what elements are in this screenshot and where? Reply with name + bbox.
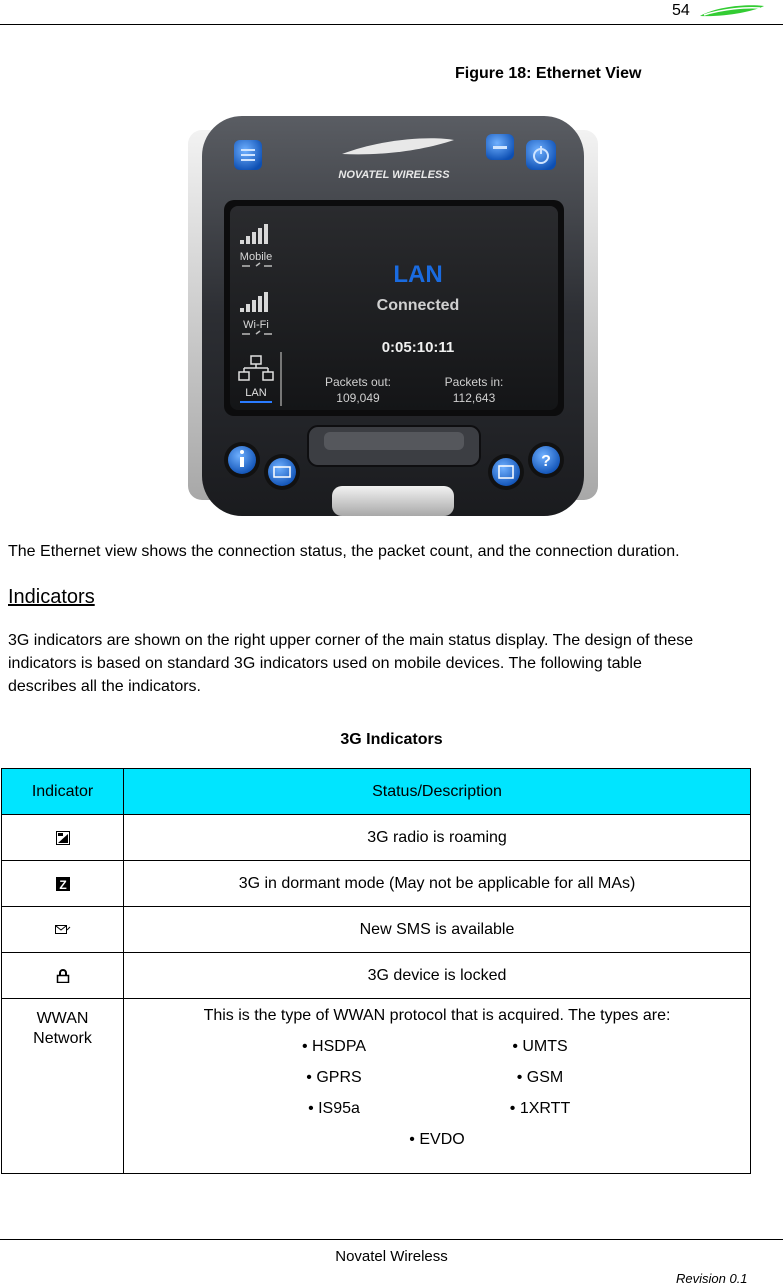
roaming-icon bbox=[56, 831, 70, 845]
packets-out-label: Packets out: bbox=[324, 375, 392, 389]
table-title: 3G Indicators bbox=[340, 731, 443, 748]
table-row bbox=[2, 861, 751, 907]
protocol-item: • IS95a bbox=[308, 1100, 360, 1117]
table-header-row bbox=[2, 769, 751, 815]
wwan-label-line-1: WWAN bbox=[36, 1010, 89, 1027]
indicators-text-line-2: indicators is based on standard 3G indicators used on mobile devices. The following table bbox=[8, 655, 642, 672]
protocol-item: • EVDO bbox=[409, 1131, 465, 1148]
table-row bbox=[2, 953, 751, 999]
tab-mobile[interactable]: Mobile bbox=[239, 251, 273, 263]
footer-company: Novatel Wireless bbox=[335, 1248, 448, 1265]
indicators-heading: Indicators bbox=[8, 586, 95, 608]
figure-caption: Figure 18: Ethernet View bbox=[455, 65, 642, 82]
indicators-text-line-3: describes all the indicators. bbox=[8, 678, 201, 695]
protocol-row bbox=[124, 1069, 750, 1087]
table-row bbox=[2, 907, 751, 953]
row-description: 3G radio is roaming bbox=[124, 815, 751, 861]
protocol-item: • 1XRTT bbox=[509, 1100, 571, 1117]
connection-type: LAN bbox=[393, 261, 443, 288]
protocol-item: • UMTS bbox=[512, 1038, 568, 1055]
svg-text:Z: Z bbox=[58, 877, 67, 891]
tab-wifi[interactable]: Wi-Fi bbox=[243, 319, 269, 331]
tab-lan[interactable]: LAN bbox=[245, 387, 267, 399]
sms-icon bbox=[55, 925, 71, 935]
indicators-text-line-1: 3G indicators are shown on the right upper corner of the main status display. The design of these bbox=[8, 632, 694, 649]
power-button[interactable] bbox=[526, 140, 556, 170]
protocol-item: • GPRS bbox=[306, 1069, 362, 1086]
connection-duration: 0:05:10:11 bbox=[381, 339, 455, 356]
indicators-table bbox=[1, 768, 751, 1174]
packets-in-value: 112,643 bbox=[452, 391, 496, 405]
page-number: 54 bbox=[672, 2, 690, 19]
dormant-icon bbox=[56, 877, 70, 891]
protocol-row bbox=[124, 1038, 750, 1056]
protocol-item: • HSDPA bbox=[302, 1038, 366, 1055]
packets-in-label: Packets in: bbox=[444, 375, 504, 389]
row-description: 3G in dormant mode (May not be applicable for all MAs) bbox=[124, 861, 751, 907]
lock-icon bbox=[56, 969, 70, 983]
header-rule bbox=[0, 24, 783, 25]
table-row-wwan bbox=[2, 999, 751, 1174]
header-status-description: Status/Description bbox=[124, 769, 751, 815]
wwan-description: This is the type of WWAN protocol that is acquired. The types are: bbox=[203, 1007, 671, 1024]
connection-status: Connected bbox=[376, 297, 460, 314]
header-indicator: Indicator bbox=[2, 769, 124, 815]
row-description: 3G device is locked bbox=[124, 953, 751, 999]
protocol-row bbox=[124, 1100, 750, 1118]
svg-text:?: ? bbox=[541, 453, 551, 470]
table-row bbox=[2, 815, 751, 861]
ethernet-description: The Ethernet view shows the connection status, the packet count, and the connection duration. bbox=[8, 543, 680, 560]
wwan-label-line-2: Network bbox=[33, 1030, 92, 1047]
footer-rule bbox=[0, 1239, 783, 1240]
packets-out-value: 109,049 bbox=[336, 391, 380, 405]
footer-revision: Revision 0.1 bbox=[676, 1271, 748, 1286]
protocol-row bbox=[124, 1131, 750, 1149]
protocol-item: • GSM bbox=[516, 1069, 564, 1086]
row-description: New SMS is available bbox=[124, 907, 751, 953]
novatel-swoosh-logo bbox=[698, 2, 766, 20]
ethernet-view-screenshot bbox=[184, 114, 602, 522]
brand-text: NOVATEL WIRELESS bbox=[338, 169, 450, 181]
